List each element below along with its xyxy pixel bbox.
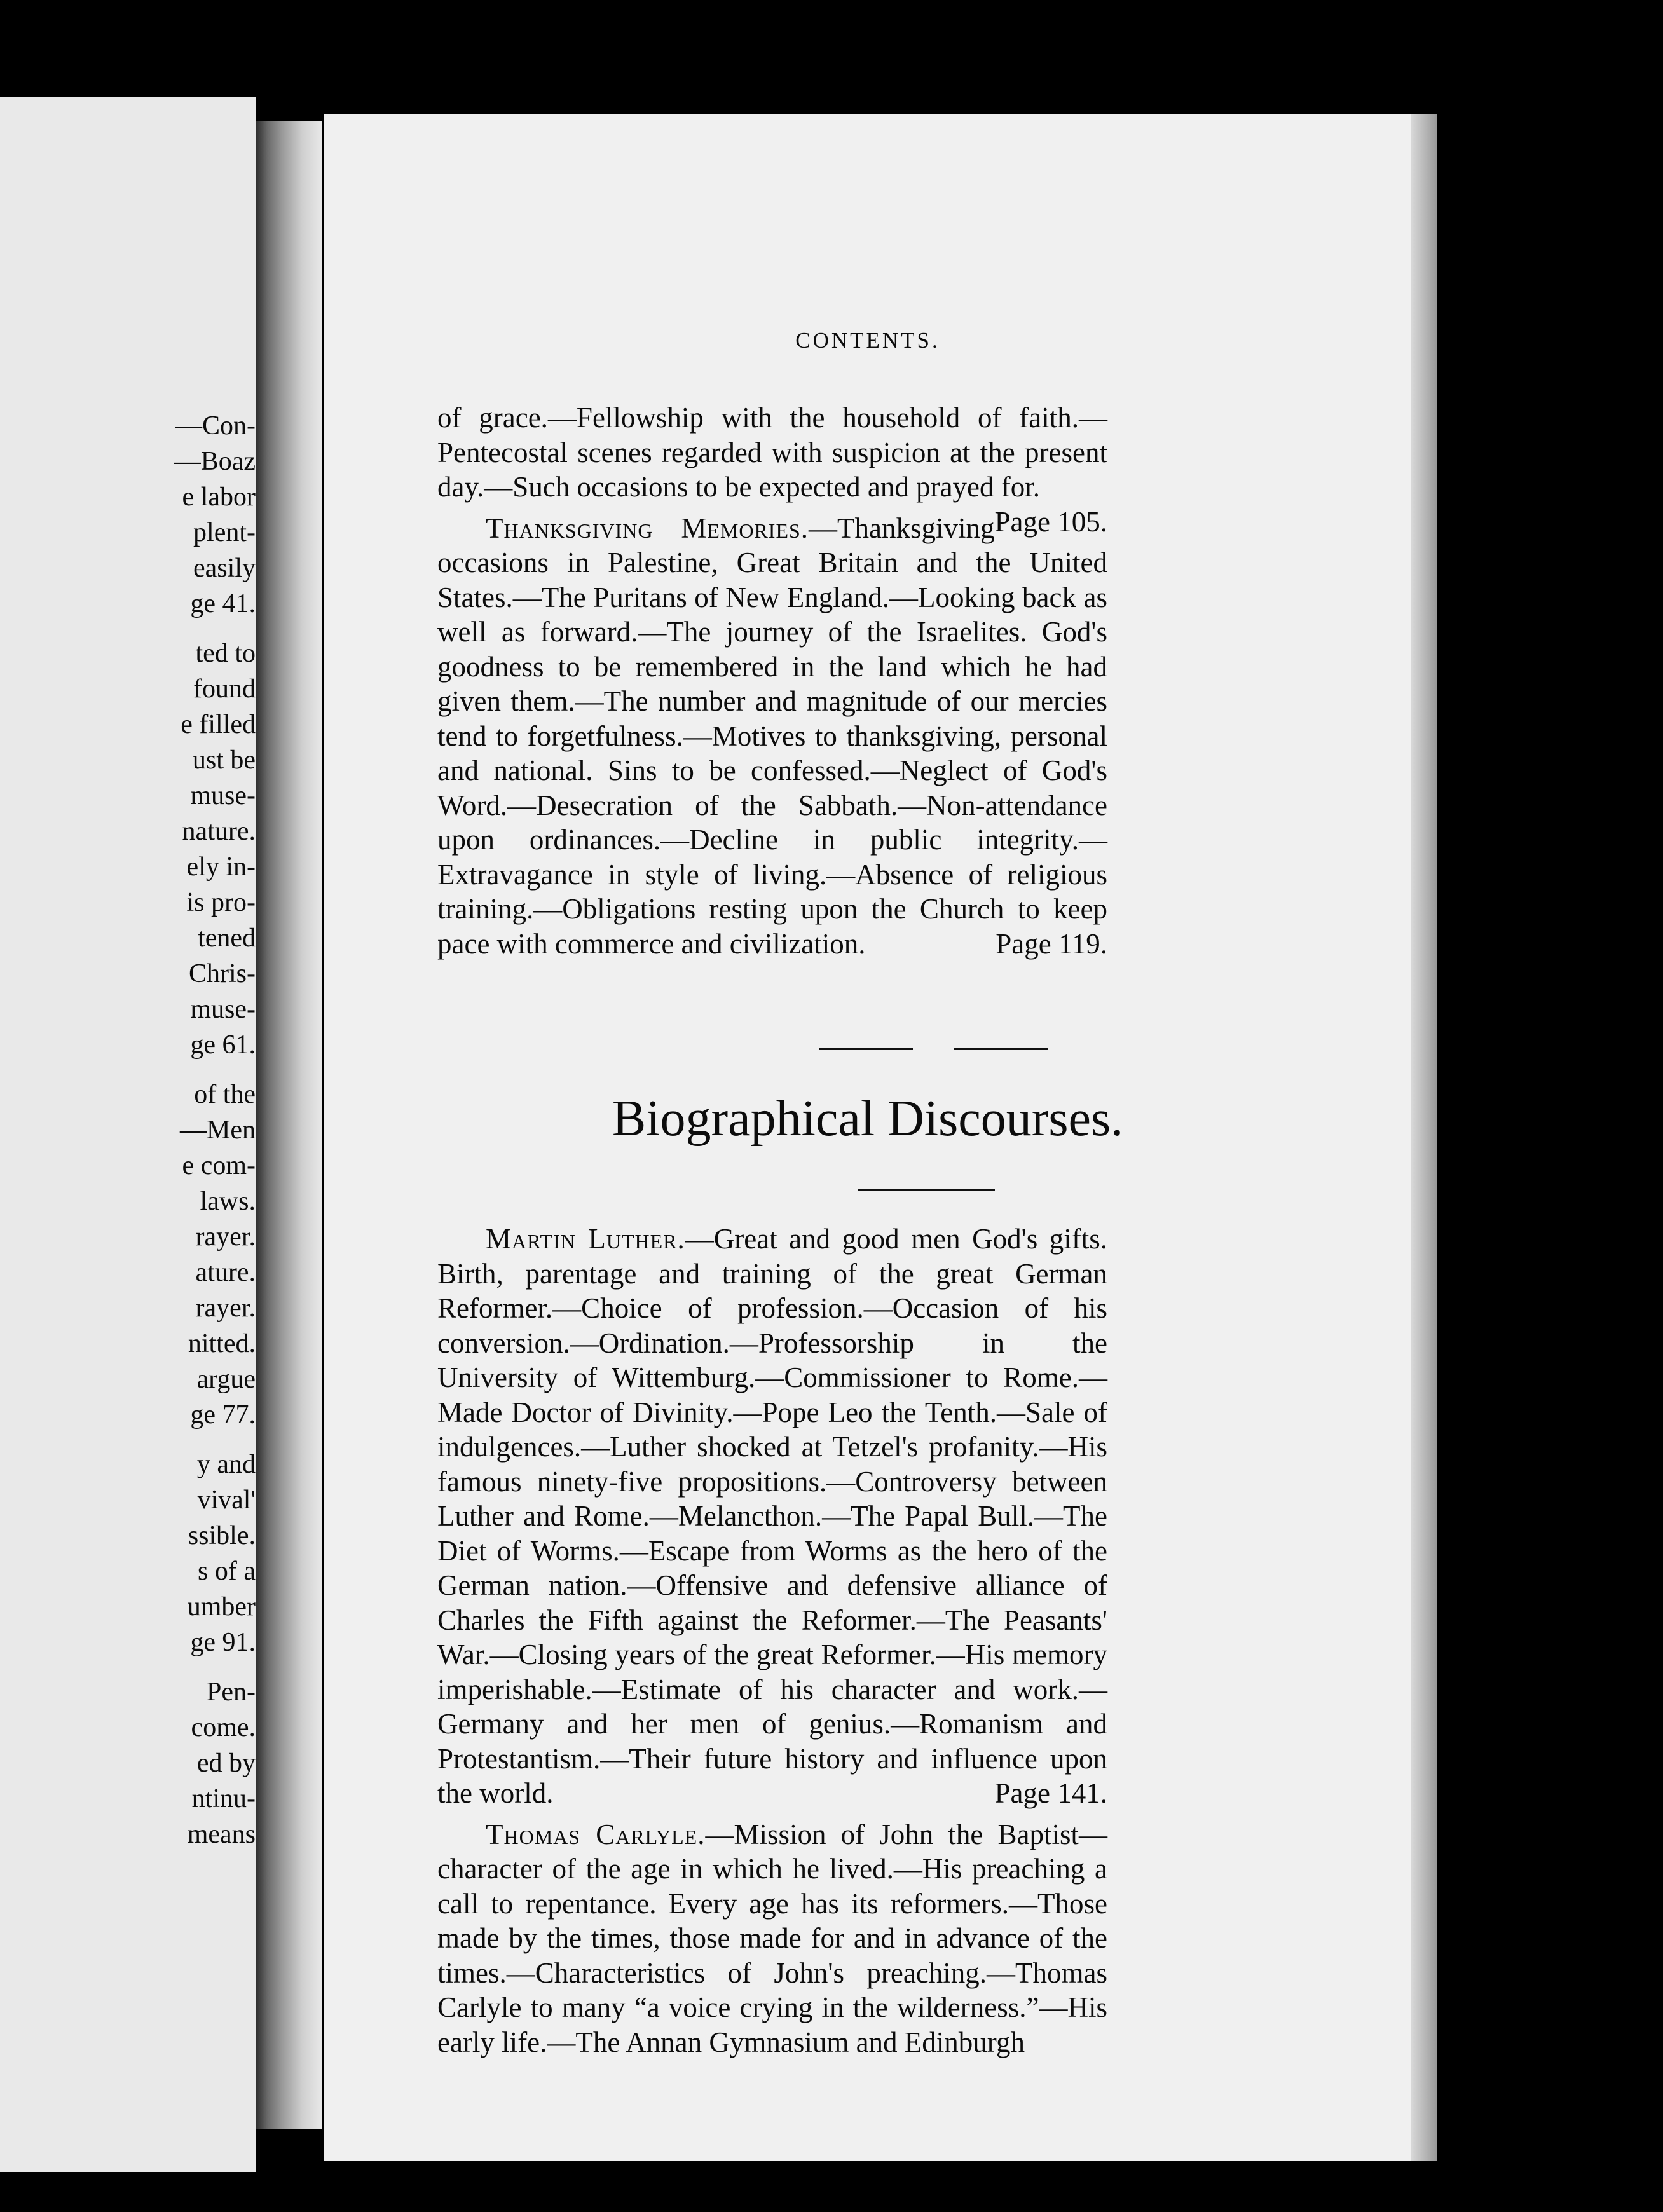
left-page-line: muse- [190,781,256,810]
left-page [0,97,256,2172]
left-page-line: ted to [195,639,256,668]
left-page-line: plent- [193,518,256,547]
entry-text: —Thanksgiving occasions in Palestine, Great Britain and the United States.—The Puritans of New England.—Looking back as well as forward.—The journey of the Israelites. God's goodness to be remembered in the land which he had given them.—The number and magnitude of our mercies tend to forgetfulness.—Motives to thanksgiving, personal and national. Sins to be confessed.—Neglect of God's Word.—Desecration of the Sabbath.—Non-attendance upon ordinances.—Decline in public integrity.—Extravagance in style of living.—Absence of religious training.—Obligations resting upon the Church to keep pace with commerce and civilization. [437,512,1107,960]
left-page-line: means [187,1820,256,1849]
left-page-line: ge 41. [190,589,256,618]
toc-entry-martin-luther [437,1222,1107,1811]
left-page-line: e filled [181,710,256,739]
left-page-line: ge 61. [190,1030,256,1060]
entry-text: —Mission of John the Baptist—character of the age in which he lived.—His preaching a call to repentance. Every age has its reformers.—Those made by the times, those made for and in advance of the times.—Characteristics of John's preaching.—Thomas Carlyle to many “a voice crying in the wilderness.”—His early life.—The Annan Gymnasium and Edinburgh [437,1818,1107,2058]
left-page-line: laws. [200,1187,256,1216]
left-page-line: ge 77. [190,1400,256,1430]
left-page-line: muse- [190,995,256,1024]
left-page-line: Pen- [207,1677,256,1707]
left-page-line: ssible. [188,1521,256,1550]
toc-lower [437,1222,1107,2066]
left-page-line: ed by [196,1749,256,1778]
left-page-line: rayer. [195,1222,256,1252]
page-reference: Page 105. [994,505,1107,538]
toc-upper [437,400,1107,967]
book-gutter [256,121,322,2129]
left-page-text-fragments [97,408,256,1852]
page-reference: Page 119. [996,927,1107,960]
left-page-line: e labor [182,482,256,512]
section-divider [819,1048,1048,1050]
running-head: CONTENTS. [795,328,940,353]
left-page-line: nature. [182,817,256,846]
left-page-line: nitted. [188,1329,256,1358]
left-page-line: vival' [197,1485,256,1515]
section-title: Biographical Discourses. [612,1091,1124,1147]
right-page [324,114,1411,2161]
left-page-line: —Con- [175,411,256,440]
divider-rule-left [819,1048,913,1050]
entry-title: Martin Luther. [486,1223,685,1255]
left-page-line: umber [187,1592,256,1621]
left-page-line: is pro- [186,888,256,917]
title-underline [858,1189,995,1191]
divider-rule-right [954,1048,1048,1050]
left-page-line: —Men [180,1116,256,1145]
left-page-line: ature. [195,1258,256,1287]
left-page-line: —Boaz [174,447,256,476]
left-page-line: y and [196,1450,256,1479]
left-page-line: Chris- [189,959,256,988]
entry-text: —Great and good men God's gifts. Birth, parentage and training of the great German Reformer.—Choice of profession.—Occasion of his conversion.—Ordination.—Professorship in the University of Wittemburg.—Commissioner to Rome.—Made Doctor of Divinity.—Pope Leo the Tenth.—Sale of indulgences.—Luther shocked at Tetzel's profanity.—His famous ninety-five propositions.—Controversy between Luther and Rome.—Melancthon.—The Papal Bull.—The Diet of Worms.—Escape from Worms as the hero of the German nation.—Offensive and defensive alliance of Charles the Fifth against the Reformer.—The Peasants' War.—Closing years of the great Reformer.—His memory imperishable.—Estimate of his character and work.—Germany and her men of genius.—Romanism and Protestantism.—Their future history and influence upon the world. [437,1223,1107,1809]
entry-title: Thanksgiving Memories. [486,512,809,544]
page-reference: Page 141. [994,1777,1107,1809]
left-page-line: ely in- [186,852,256,882]
toc-entry-thomas-carlyle [437,1817,1107,2060]
left-page-line: s of a [198,1557,256,1586]
left-page-line: come. [191,1713,256,1742]
left-page-line: e com- [182,1151,256,1180]
left-page-line: ge 91. [190,1628,256,1657]
toc-entry-thanksgiving [437,511,1107,962]
left-page-line: ntinu- [191,1784,256,1813]
entry-text: of grace.—Fellowship with the household of faith.—Pentecostal scenes regarded with suspicion at the present day.—Such occasions to be expected and prayed for. [437,402,1107,503]
left-page-line: found [193,674,256,704]
left-page-line: rayer. [195,1294,256,1323]
left-page-line: argue [196,1365,256,1394]
left-page-line: ust be [192,746,256,775]
entry-title: Thomas Carlyle. [486,1818,706,1850]
left-page-line: tened [198,924,256,953]
left-page-line: easily [193,554,256,583]
left-page-line: of the [194,1080,256,1109]
